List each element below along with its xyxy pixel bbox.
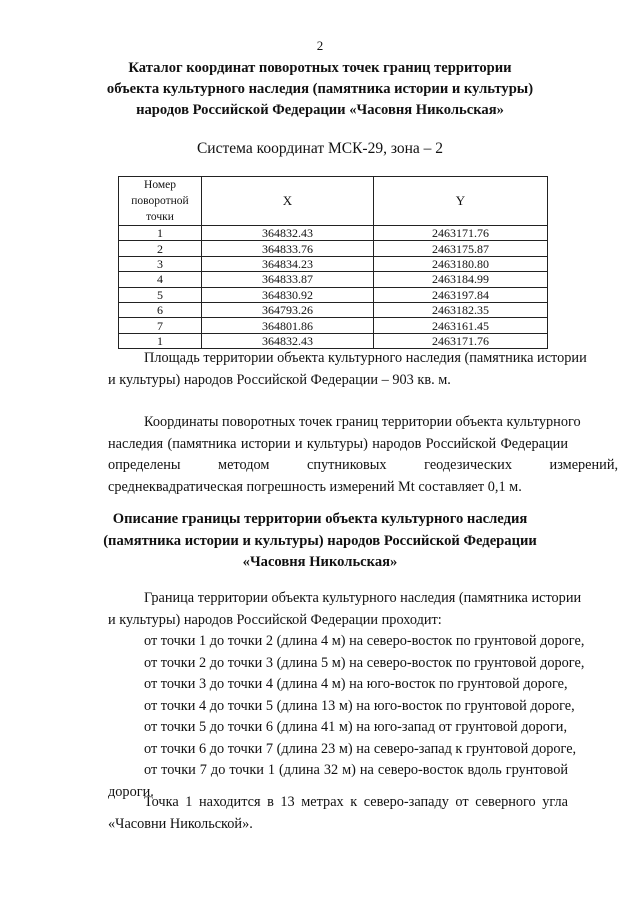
boundary-segment: от точки 4 до точки 5 (длина 13 м) на юго-восток по грунтовой дороге, [144, 697, 575, 714]
catalog-title-line: объекта культурного наследия (памятника истории и культуры) [106, 81, 534, 97]
table-row [119, 302, 548, 317]
description-title-line: «Часовня Никольская» [242, 554, 398, 570]
x-cell: 364832.43 [202, 226, 374, 241]
boundary-segment: от точки 7 до точки 1 (длина 32 м) на северо-восток вдоль грунтовой [144, 762, 568, 778]
paragraph-line: Площадь территории объекта культурного наследия (памятника истории [144, 350, 587, 366]
x-cell: 364793.26 [202, 302, 374, 317]
paragraph-line: Точка 1 находится в 13 метрах к северо-западу от северного угла [144, 794, 568, 810]
boundary-paragraph [108, 588, 585, 803]
table-row [119, 287, 548, 302]
x-cell: 364801.86 [202, 318, 374, 333]
point-number-cell: 7 [119, 318, 202, 333]
y-cell: 2463161.45 [374, 318, 548, 333]
y-cell: 2463175.87 [374, 241, 548, 256]
y-cell: 2463182.35 [374, 302, 548, 317]
x-cell: 364833.87 [202, 272, 374, 287]
point-location-paragraph [108, 792, 568, 835]
header-y: Y [374, 177, 548, 226]
boundary-segment: от точки 1 до точки 2 (длина 4 м) на северо-восток по грунтовой дороге, [144, 633, 585, 649]
y-cell: 2463180.80 [374, 256, 548, 271]
paragraph-line: и культуры) народов Российской Федерации – 903 кв. м. [108, 371, 451, 388]
paragraph-line: «Часовни Никольской». [108, 815, 253, 832]
table-row [119, 318, 548, 333]
catalog-title-line: Каталог координат поворотных точек границ территории [128, 60, 512, 76]
x-cell: 364833.76 [202, 241, 374, 256]
x-cell: 364834.23 [202, 256, 374, 271]
paragraph-line: среднеквадратическая погрешность измерений Mt составляет 0,1 м. [108, 478, 522, 495]
boundary-segment: от точки 2 до точки 3 (длина 5 м) на северо-восток по грунтовой дороге, [144, 654, 585, 671]
method-paragraph [108, 412, 619, 498]
table-row [119, 241, 548, 256]
table-row [119, 226, 548, 241]
point-number-cell: 1 [119, 333, 202, 348]
header-point-number: Номер поворотной точки [119, 177, 202, 226]
table-row [119, 272, 548, 287]
x-cell: 364832.43 [202, 333, 374, 348]
catalog-title [60, 58, 580, 121]
boundary-segment: от точки 5 до точки 6 (длина 41 м) на юго-запад от грунтовой дороги, [144, 719, 568, 735]
boundary-segment: от точки 6 до точки 7 (длина 23 м) на северо-запад к грунтовой дороге, [144, 740, 577, 757]
point-number-cell: 2 [119, 241, 202, 256]
coordinate-system-label: Система координат МСК-29, зона – 2 [196, 140, 444, 157]
coordinates-table [118, 176, 548, 349]
point-number-cell: 6 [119, 302, 202, 317]
area-paragraph [108, 348, 587, 391]
paragraph-line: наследия (памятника истории и культуры) народов Российской Федерации [108, 435, 568, 452]
y-cell: 2463184.99 [374, 272, 548, 287]
point-number-cell: 3 [119, 256, 202, 271]
table-row [119, 333, 548, 348]
paragraph-line: определены методом спутниковых геодезических измерений, [108, 457, 619, 473]
paragraph-line: Граница территории объекта культурного наследия (памятника истории [144, 590, 582, 606]
description-title-line: (памятника истории и культуры) народов Российской Федерации [103, 532, 537, 549]
table-row [119, 256, 548, 271]
paragraph-line: и культуры) народов Российской Федерации проходит: [108, 611, 442, 628]
point-number-cell: 5 [119, 287, 202, 302]
y-cell: 2463171.76 [374, 333, 548, 348]
y-cell: 2463171.76 [374, 226, 548, 241]
description-title [60, 509, 580, 574]
boundary-segment: от точки 3 до точки 4 (длина 4 м) на юго-восток по грунтовой дороге, [144, 676, 568, 692]
description-title-line: Описание границы территории объекта культурного наследия [112, 511, 528, 527]
header-x: X [202, 177, 374, 226]
table-header-row [119, 177, 548, 226]
point-number-cell: 4 [119, 272, 202, 287]
catalog-title-line: народов Российской Федерации «Часовня Никольская» [136, 102, 504, 118]
y-cell: 2463197.84 [374, 287, 548, 302]
point-number-cell: 1 [119, 226, 202, 241]
x-cell: 364830.92 [202, 287, 374, 302]
paragraph-line: Координаты поворотных точек границ территории объекта культурного [144, 414, 581, 430]
page-number: 2 [316, 38, 324, 53]
paragraph-line: дороги. [108, 783, 154, 800]
